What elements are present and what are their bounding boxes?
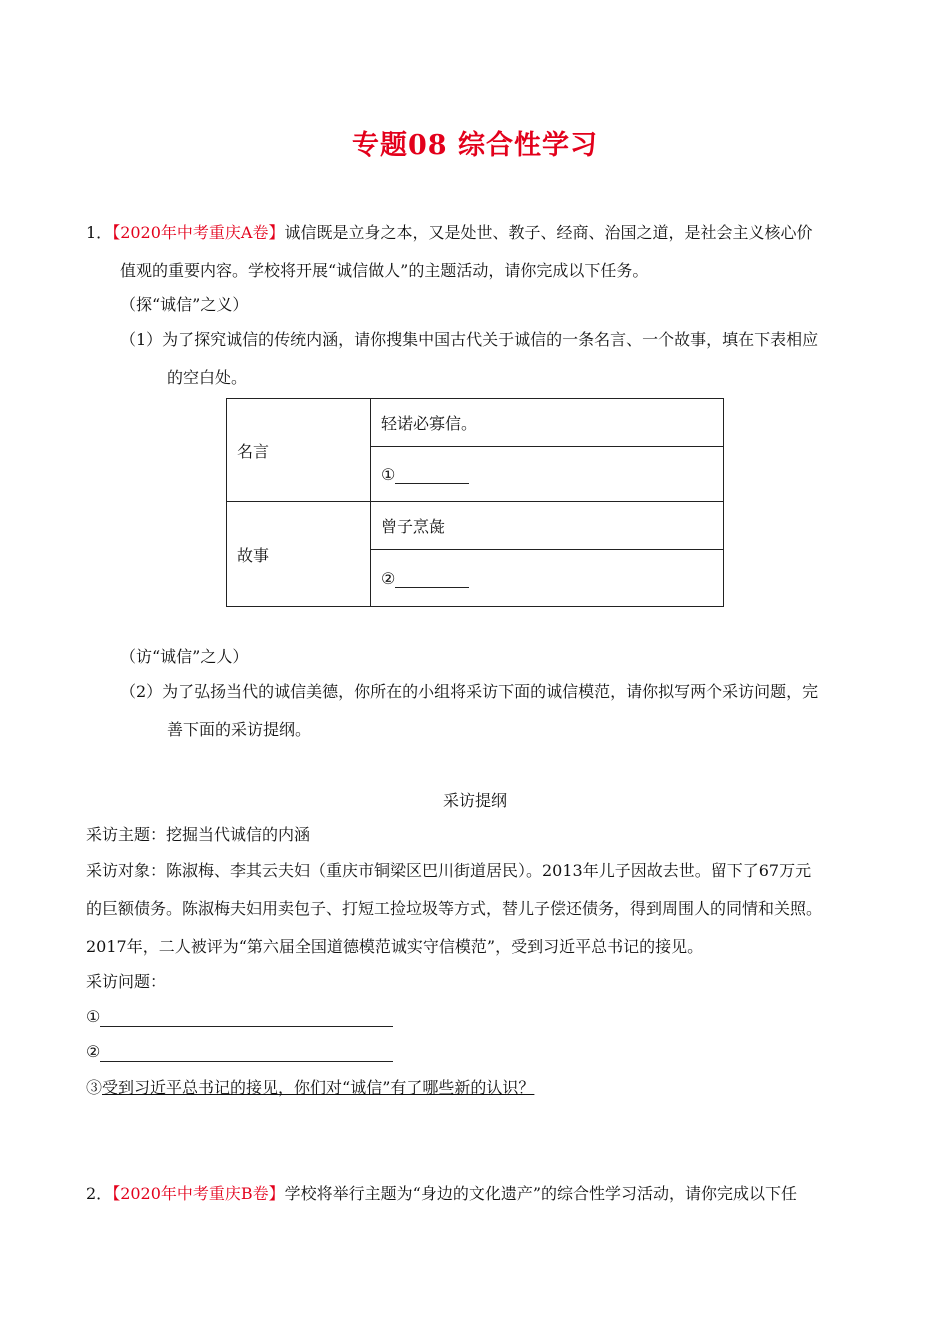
blank-number: ② — [381, 568, 396, 588]
table-cell-quote: 轻诺必寡信。 — [371, 399, 724, 447]
section-heading: （访“诚信”之人） — [120, 647, 249, 666]
question-text: 受到习近平总书记的接见，你们对“诚信”有了哪些新的认识？ — [102, 1078, 535, 1097]
blank-number: ① — [86, 1007, 101, 1026]
question-number: 2． — [86, 1184, 113, 1203]
outline-object-line-2: 的巨额债务。陈淑梅夫妇用卖包子、打短工捡垃圾等方式，替儿子偿还债务，得到周围人的同情和关照。 — [86, 899, 823, 918]
answer-blank[interactable] — [395, 573, 469, 588]
question-1-line-1 — [86, 223, 812, 243]
answer-blank[interactable] — [100, 1011, 393, 1027]
answer-blank[interactable] — [100, 1046, 393, 1062]
answer-table — [226, 398, 724, 607]
blank-number: ① — [381, 464, 396, 484]
task-1-line-1: （1）为了探究诚信的传统内涵，请你搜集中国古代关于诚信的一条名言、一个故事，填在下表相应 — [120, 330, 819, 349]
blank-number: ② — [86, 1042, 101, 1061]
outline-topic: 采访主题：挖掘当代诚信的内涵 — [86, 825, 311, 844]
table-cell-story: 曾子烹彘 — [371, 502, 724, 550]
table-cell-blank-2[interactable] — [371, 550, 724, 607]
task-2-line-2: 善下面的采访提纲。 — [167, 720, 312, 739]
task-2-line-1: （2）为了弘扬当代的诚信美德，你所在的小组将采访下面的诚信模范，请你拟写两个采访问题，完 — [120, 682, 819, 701]
question-source: 【2020年中考重庆A卷】 — [112, 223, 285, 242]
answer-blank[interactable] — [395, 469, 469, 484]
table-label-story: 故事 — [227, 502, 371, 607]
blank-number: ③ — [86, 1078, 103, 1097]
page-title: 专题08 综合性学习 — [352, 130, 598, 161]
outline-object-line-1: 采访对象：陈淑梅、李其云夫妇（重庆市铜梁区巴川街道居民）。2013年儿子因故去世。留下了67万元 — [86, 861, 812, 880]
outline-questions-label: 采访问题： — [86, 972, 167, 991]
question-number: 1． — [86, 223, 113, 242]
question-text: 学校将举行主题为“身边的文化遗产”的综合性学习活动，请你完成以下任 — [284, 1184, 798, 1203]
task-1-line-2: 的空白处。 — [167, 368, 248, 387]
table-label-quote: 名言 — [227, 399, 371, 502]
question-1-line-2: 值观的重要内容。学校将开展“诚信做人”的主题活动，请你完成以下任务。 — [120, 261, 649, 280]
table-cell-blank-1[interactable] — [371, 447, 724, 502]
interview-question-2[interactable] — [86, 1042, 393, 1062]
question-2-line-1 — [86, 1184, 797, 1204]
section-heading: （探“诚信”之义） — [120, 295, 249, 314]
question-source: 【2020年中考重庆B卷】 — [112, 1184, 285, 1203]
interview-question-1[interactable] — [86, 1007, 393, 1027]
question-text: 诚信既是立身之本，又是处世、教子、经商、治国之道，是社会主义核心价 — [284, 223, 813, 242]
interview-question-3 — [86, 1078, 534, 1098]
outline-heading: 采访提纲 — [442, 791, 507, 810]
outline-object-line-3: 2017年，二人被评为“第六届全国道德模范诚实守信模范”，受到习近平总书记的接见。 — [86, 937, 704, 956]
